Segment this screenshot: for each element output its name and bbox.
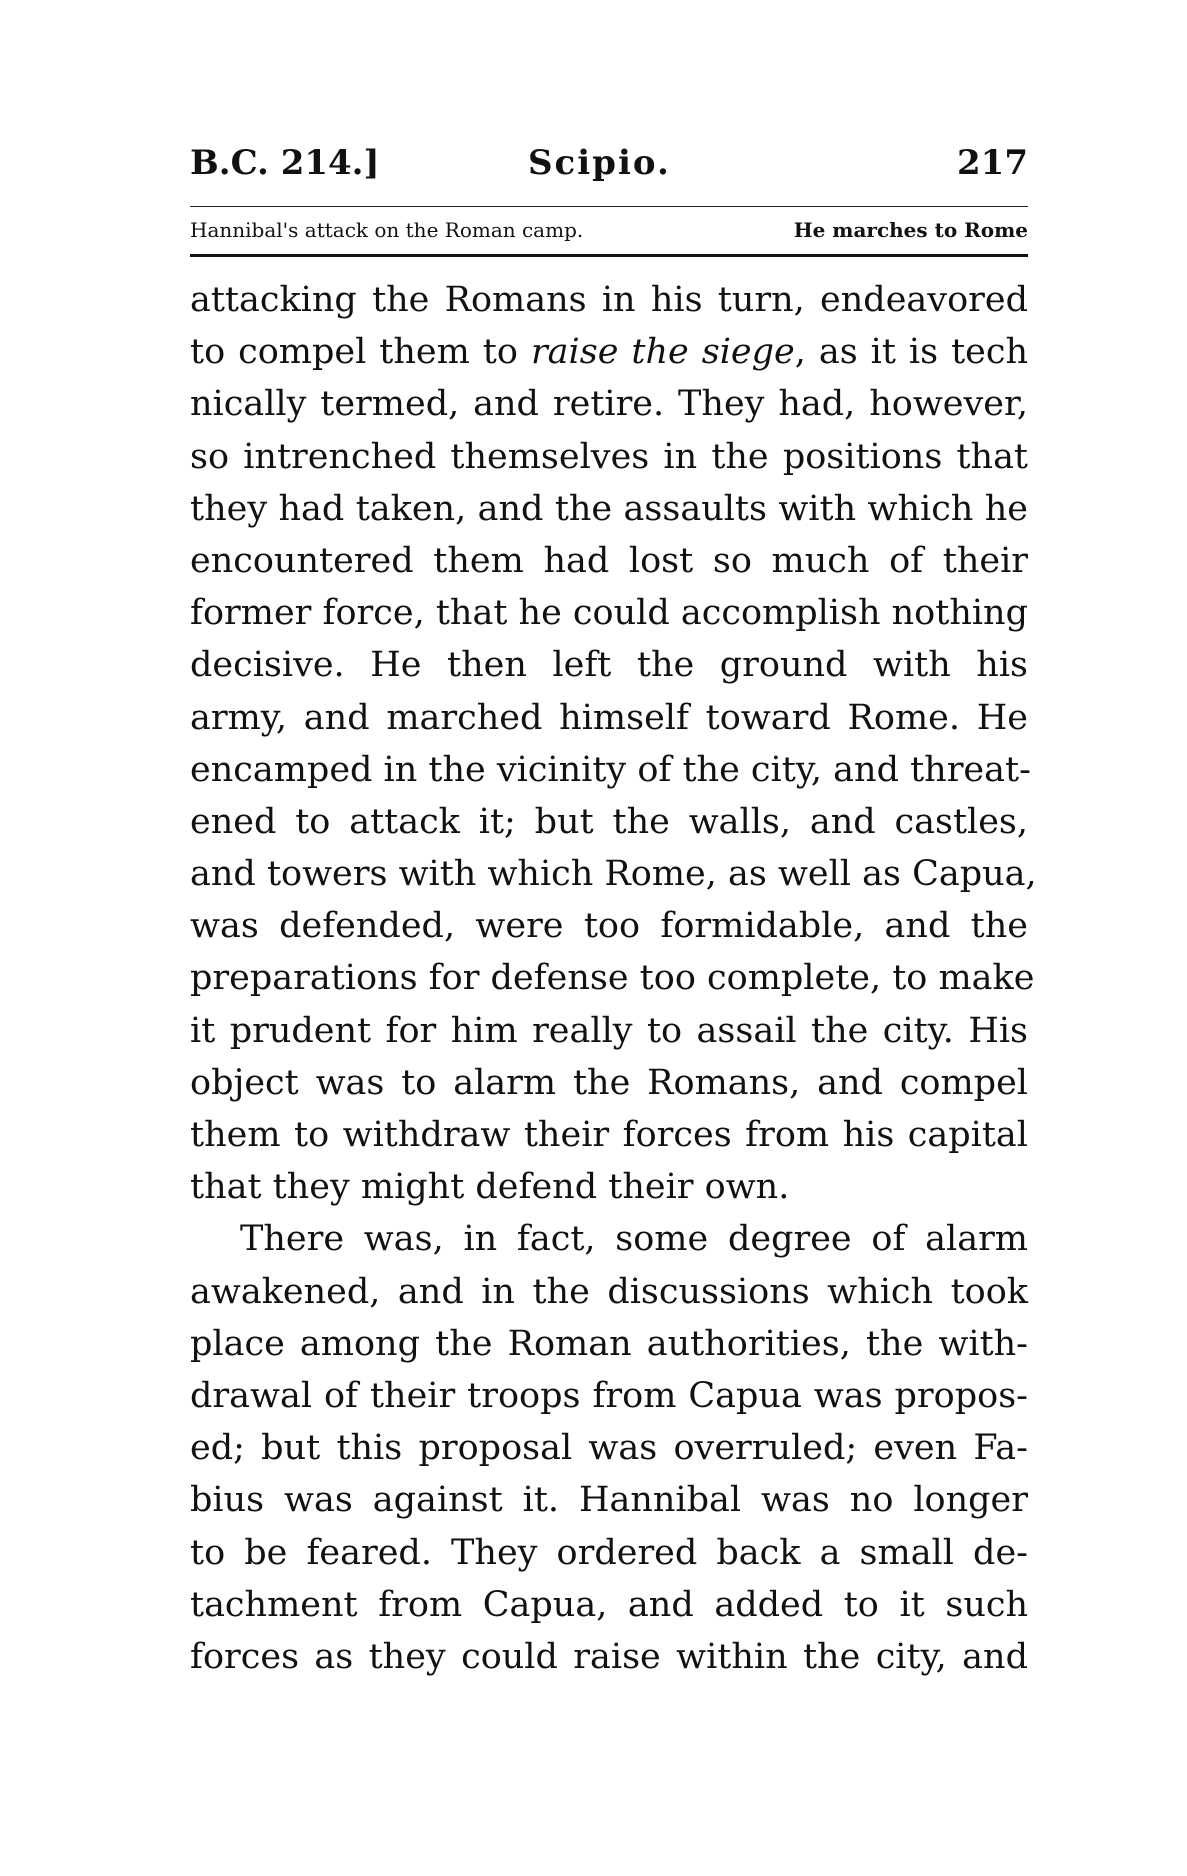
header-date: B.C. 214.] bbox=[190, 143, 380, 183]
text-line: awakened, and in the discussions which took bbox=[190, 1271, 1028, 1312]
text-line: forces as they could raise within the city, and bbox=[190, 1636, 1028, 1677]
text-line: object was to alarm the Romans, and compel bbox=[190, 1062, 1028, 1103]
text-line: bius was against it. Hannibal was no longer bbox=[190, 1480, 1028, 1521]
header-title: Scipio. bbox=[528, 143, 671, 183]
text-line: There was, in fact, some degree of alarm bbox=[240, 1219, 1028, 1260]
text-line: preparations for defense too complete, to make bbox=[190, 958, 1035, 999]
text-line: drawal of their troops from Capua was propos- bbox=[190, 1375, 1028, 1416]
text-line: place among the Roman authorities, the with- bbox=[190, 1323, 1028, 1364]
text-line: it prudent for him really to assail the city. His bbox=[190, 1010, 1028, 1051]
subheader-left: Hannibal's attack on the Roman camp. bbox=[190, 218, 584, 242]
text-line: was defended, were too formidable, and the bbox=[190, 906, 1028, 947]
text-line: tachment from Capua, and added to it such bbox=[190, 1584, 1028, 1625]
text-line: they had taken, and the assaults with which he bbox=[190, 488, 1028, 529]
header-rule bbox=[190, 206, 1028, 207]
text-line: former force, that he could accomplish nothing bbox=[190, 593, 1028, 634]
text-line: ened to attack it; but the walls, and castles, bbox=[190, 801, 1028, 842]
subheader-rule bbox=[190, 254, 1028, 257]
text-line: to compel them to raise the siege, as it is tech bbox=[190, 332, 1028, 373]
text-line: encamped in the vicinity of the city, and threat- bbox=[190, 749, 1031, 790]
text-line: encountered them had lost so much of their bbox=[190, 540, 1028, 581]
text-line: ed; but this proposal was overruled; even Fa- bbox=[190, 1428, 1028, 1469]
text-line: army, and marched himself toward Rome. He bbox=[190, 697, 1028, 738]
text-line: that they might defend their own. bbox=[190, 1167, 790, 1208]
text-line: to be feared. They ordered back a small de- bbox=[190, 1532, 1028, 1573]
text-line: nically termed, and retire. They had, however, bbox=[190, 384, 1028, 425]
subheader bbox=[190, 212, 1028, 248]
page-number: 217 bbox=[957, 143, 1028, 183]
text-line: and towers with which Rome, as well as Capua, bbox=[190, 854, 1037, 895]
italic-phrase: raise the siege bbox=[530, 332, 795, 373]
subheader-right: He marches to Rome bbox=[793, 218, 1028, 242]
text-line: so intrenched themselves in the positions that bbox=[190, 436, 1028, 477]
running-header bbox=[190, 138, 1028, 188]
text-line: decisive. He then left the ground with his bbox=[190, 645, 1028, 686]
text-line: them to withdraw their forces from his capital bbox=[190, 1115, 1028, 1155]
body-text bbox=[190, 274, 1037, 1683]
text-line: attacking the Romans in his turn, endeavored bbox=[190, 280, 1028, 320]
